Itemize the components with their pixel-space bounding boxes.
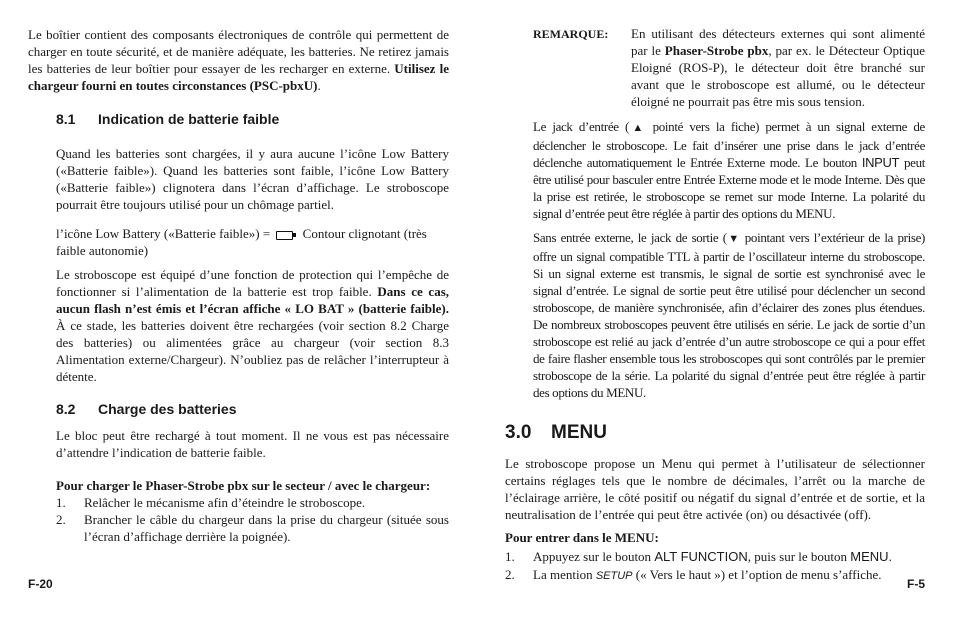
left-page-number: F-20 [28, 577, 53, 591]
menu-step-1-middle: , puis sur le bouton [747, 549, 851, 564]
section-3-0-paragraph: Le stroboscope propose un Menu qui permet à l’utilisateur de sélectionner certains réglages tels que le nombre de décimales, l’arrêt ou la marche de l’éclairage arrière, le côté positif ou négatif du signal d’entrée et de sortie, et la neutralisation de l’entrée qui peut être activée (on) ou désactivée (off). [505, 456, 925, 522]
section-8-1-heading [56, 111, 279, 127]
menu-step-2-number: 2. [505, 567, 515, 582]
charge-steps-title: Pour charger le Phaser-Strobe pbx sur le secteur / avec le chargeur: [56, 478, 431, 493]
jack-out-after: pointant vers l’extérieur de la prise) offre un signal compatible TTL à partir de l’oscillateur interne du stroboscope. Si un signal externe est transmis, le signal de sortie est synchronisé avec le signal d’entrée. Le signal de sortie peut être utilisé pour déclencher un second stroboscope, de manière synchronisée, afin d’éclairer des zones plus étendues. De nombreux stroboscopes peuvent être utilisés en série. Le jack de sortie d’un stroboscope est relié au jack d’entrée d’un autre stroboscope ce qui a pour effet de faire flasher ensemble tous les stroboscopes qui sont contrôlés par le premier stroboscope de la série. La polarité du signal d’entrée peut être réglée à partir des options du MENU. [533, 230, 926, 400]
remarque-bold: Phaser-Strobe pbx [664, 43, 769, 58]
section-3-0-heading [505, 422, 607, 444]
jack-in-after: peut être utilisé pour basculer entre Entrée Externe mode et le mode Interne. Dès que la prise est retirée, le stroboscope se remet sur mode Interne. La polarité du signal d’entrée peut être réglée à partir des options du MENU. [533, 155, 925, 221]
icon-line-prefix: l’icône Low Battery («Batterie faible») = [56, 226, 271, 241]
charge-step-1-text: Relâcher le mécanisme afin d’éteindre le stroboscope. [84, 495, 366, 510]
section-3-0-number: 3.0 [505, 422, 532, 443]
triangle-down-icon: ▼ [726, 233, 741, 245]
low-battery-icon-line [56, 225, 449, 259]
section-8-1-title: Indication de batterie faible [98, 111, 280, 127]
menu-button-label: MENU [850, 549, 889, 564]
charge-steps-list [56, 494, 449, 545]
charge-step-1 [56, 494, 449, 511]
remarque-label: REMARQUE: [533, 27, 609, 41]
section-8-1-number: 8.1 [56, 111, 76, 127]
alt-function-button-label: ALT FUNCTION [654, 549, 748, 564]
remarque-text [631, 25, 925, 110]
para3-bold: Dans ce cas, aucun flash n’est émis et l’écran affiche « LO BAT » (batterie faible). [56, 284, 450, 316]
section-8-2-paragraph: Le bloc peut être rechargé à tout moment. Il ne vous est pas nécessaire d’attendre l’indication de batterie faible. [56, 428, 449, 460]
battery-icon [276, 230, 296, 240]
icon-line-suffix: Contour clignotant (très faible autonomie) [56, 226, 427, 258]
intro-end: . [317, 78, 321, 93]
intro-paragraph [28, 26, 449, 94]
para3-start: Le stroboscope est équipé d’une fonction de protection qui l’empêche de fonctionner si l’alimentation de la batterie est trop faible. [56, 267, 449, 299]
menu-step-1-number: 1. [505, 549, 515, 564]
menu-step-2-text [533, 566, 927, 585]
right-page [477, 0, 954, 618]
menu-step-2-before: La mention [533, 567, 596, 582]
menu-steps-list [505, 548, 927, 585]
charge-step-1-number: 1. [56, 495, 66, 510]
section-8-2-heading [56, 401, 237, 417]
section-8-1-paragraph-3 [56, 266, 449, 385]
section-8-1-paragraph-1: Quand les batteries sont chargées, il y aura aucune l’icône Low Battery («Batterie faible»). Quand les batteries sont faible, l’icône Low Battery («Batterie faible») clignotera dans l’écran d’affichage. Le stroboscope pourrait être toujours utilisé pour un chômage partiel. [56, 146, 449, 212]
menu-step-1-after: . [888, 549, 892, 564]
charge-step-2-number: 2. [56, 512, 66, 527]
remarque-text-before: En utilisant des détecteurs externes qui sont alimenté par le [631, 26, 925, 58]
triangle-up-icon: ▲ [628, 122, 647, 134]
section-8-2-title: Charge des batteries [98, 401, 237, 417]
intro-text: Le boîtier contient des composants électroniques de contrôle qui permettent de charger en toute sécurité, et de manière adéquate, les batteries. Ne retirez jamais les batteries de leur boîtier pour essayer de les recharger en externe. [28, 27, 449, 76]
right-page-number: F-5 [907, 577, 925, 591]
section-3-0-title: MENU [551, 422, 607, 443]
menu-step-2-after: (« Vers le haut ») et l’option de menu s’affiche. [632, 567, 882, 582]
jack-in-paragraph [533, 118, 925, 222]
menu-steps-title: Pour entrer dans le MENU: [505, 530, 659, 545]
menu-step-2 [505, 566, 927, 585]
charge-step-2 [56, 511, 449, 545]
jack-out-paragraph [533, 229, 925, 401]
section-8-2-number: 8.2 [56, 401, 76, 417]
intro-bold-text: Utilisez le chargeur fourni en toutes circonstances (PSC-pbxU) [28, 61, 449, 93]
jack-out-before: Sans entrée externe, le jack de sortie ( [533, 230, 727, 245]
input-button-label: INPUT [861, 155, 900, 170]
menu-step-1 [505, 548, 927, 565]
jack-in-middle: pointé vers la fiche) permet à un signal externe de déclencher le stroboscope. Le fait d’insérer une prise dans le jack d’entrée déclenche automatiquement le Entrée Externe mode. Le bouton [533, 119, 925, 170]
menu-step-1-before: Appuyez sur le bouton [533, 549, 655, 564]
jack-in-before: Le jack d’entrée ( [533, 119, 629, 134]
charge-step-2-text: Brancher le câble du chargeur dans la prise du chargeur (située sous l’écran d’affichage derrière la poignée). [84, 512, 449, 544]
setup-display-label: SETUP [595, 570, 633, 582]
remarque-text-after: , par ex. le Détecteur Optique Eloigné (ROS-P), le détecteur doit être branché sur avant que le stroboscope est allumé, ou le détecteur éloigné ne pourrait pas être mis sous tension. [631, 43, 926, 109]
menu-step-1-text [533, 548, 927, 565]
para3-end: À ce stade, les batteries doivent être rechargées (voir section 8.2 Charge des batteries) ou alimentées grâce au chargeur (voir section 8.3 Alimentation externe/Chargeur). N’oubliez pas de relâcher l’interrupteur à détente. [56, 318, 449, 384]
